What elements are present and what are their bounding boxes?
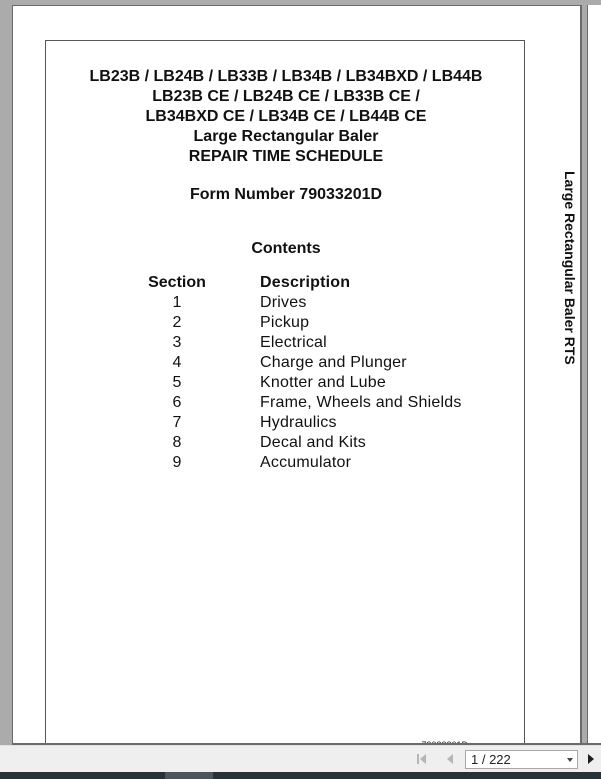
toc-section-number: 5 [172,374,182,391]
toc-section-number: 9 [172,454,182,471]
toc-description: Decal and Kits [260,434,366,451]
pdf-page [12,5,581,745]
toc-section-number: 4 [172,354,182,371]
toc-description: Charge and Plunger [260,354,407,371]
form-number: Form Number 79033201D [189,186,383,203]
toc-description: Hydraulics [260,414,337,431]
toc-description: Electrical [260,334,327,351]
toc-section-number: 6 [172,394,182,411]
title-line-4: Large Rectangular Baler [193,128,379,145]
prev-page-icon [445,753,455,765]
title-line-5: REPAIR TIME SCHEDULE [188,148,384,165]
contents-heading: Contents [251,240,321,257]
page-border-frame [45,40,525,745]
title-line-1: LB23B / LB24B / LB33B / LB34B / LB34BXD / LB44B [89,68,483,85]
toc-header-section: Section [148,274,206,291]
first-page-button[interactable] [415,751,431,767]
page-number-dropdown[interactable] [465,750,578,769]
side-tab-label [561,171,581,365]
toc-section-number: 8 [172,434,182,451]
toc-description: Knotter and Lube [260,374,386,391]
toc-description: Accumulator [260,454,352,471]
toc-description: Frame, Wheels and Shields [260,394,462,411]
next-page-preview [587,5,601,745]
toc-description: Pickup [260,314,310,331]
toc-description: Drives [260,294,307,311]
title-line-3: LB34BXD CE / LB34B CE / LB44B CE [145,108,427,125]
taskbar-active-item[interactable] [165,772,213,779]
next-page-button[interactable] [583,751,599,767]
chevron-down-icon [567,758,573,762]
page-navigation-toolbar [0,745,601,772]
previous-page-button[interactable] [442,751,458,767]
title-line-2: LB23B CE / LB24B CE / LB33B CE / [152,88,420,105]
page-edge-shadow [580,5,582,745]
toc-section-number: 3 [172,334,182,351]
next-page-icon [586,753,596,765]
first-page-icon [416,753,430,765]
document-title [46,67,526,167]
side-tab-text: Large Rectangular Baler RTS [562,171,578,365]
toc-section-number: 2 [172,314,182,331]
page-indicator: 1 / 222 [471,752,511,767]
toc-section-number: 7 [172,414,182,431]
toc-header-description: Description [260,274,351,291]
os-taskbar [0,772,601,779]
toc-section-number: 1 [172,294,182,311]
